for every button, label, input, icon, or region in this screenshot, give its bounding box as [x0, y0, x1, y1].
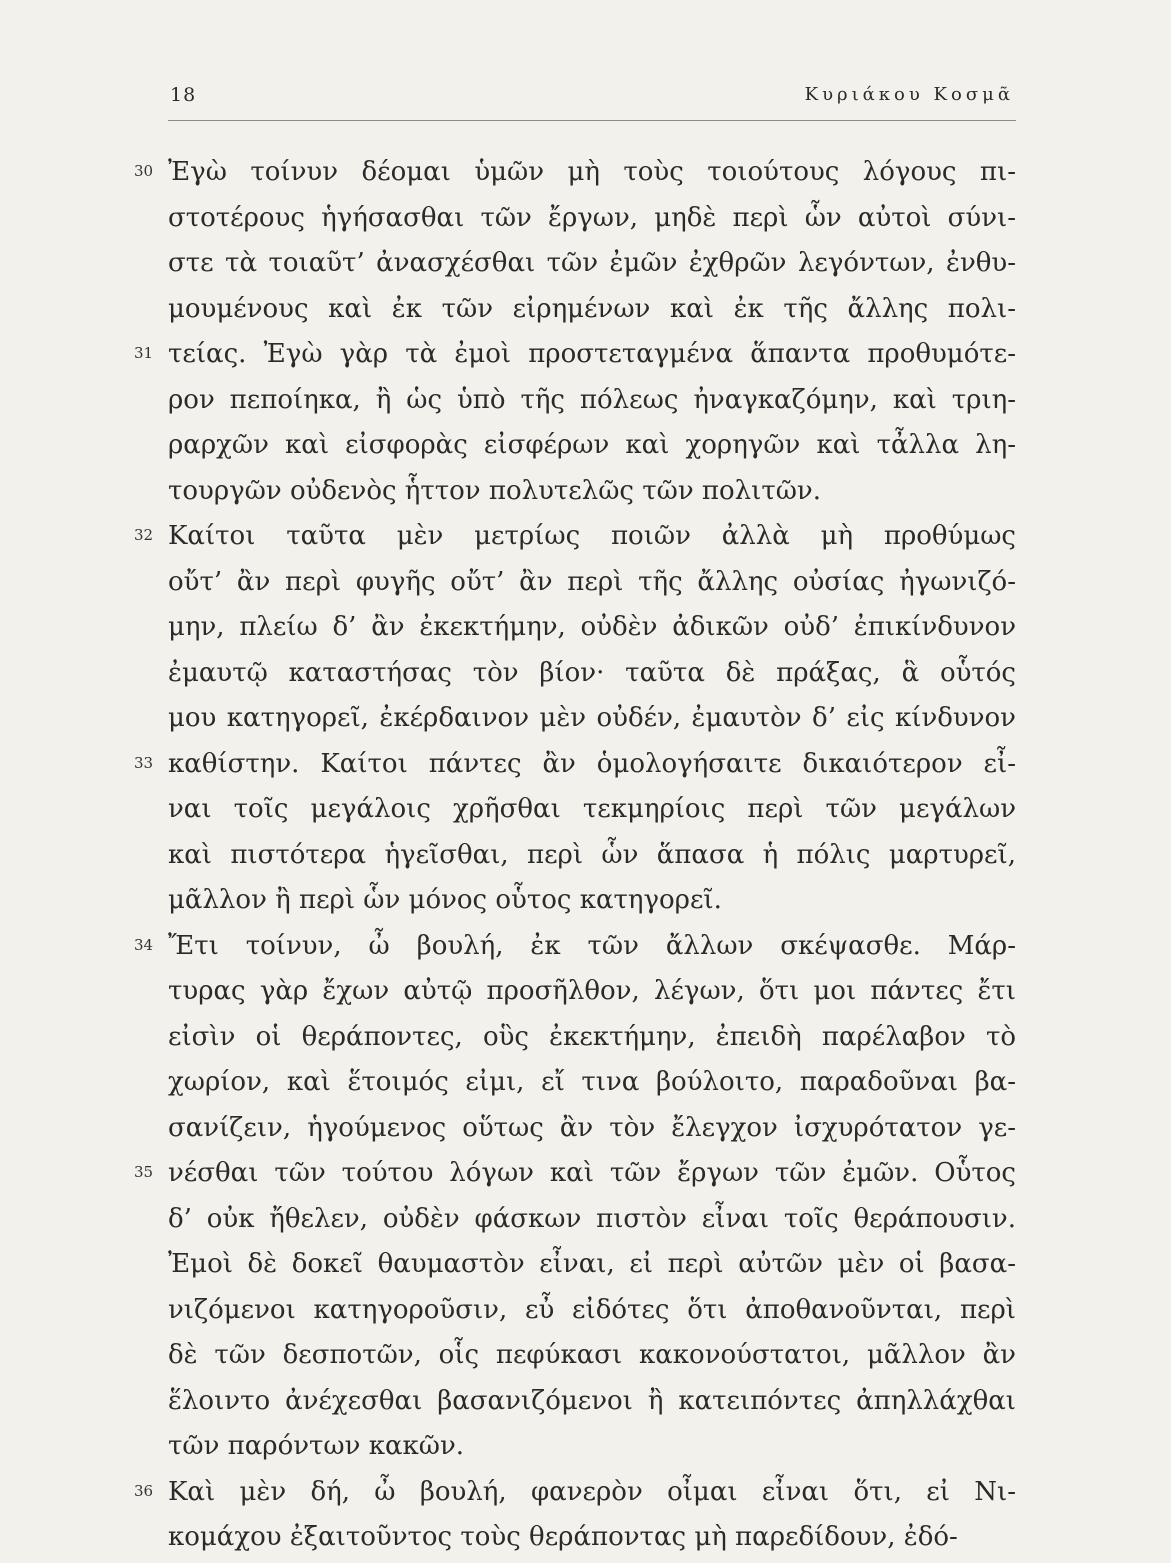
line-text: σανίζειν, ἡγούμενος οὕτως ἂν τὸν ἔλεγχον ἰσχυρότατον γε-	[168, 1112, 1016, 1143]
line-text: μουμένους καὶ ἐκ τῶν εἰρημένων καὶ ἐκ τῆς ἄλλης πολι-	[168, 293, 1016, 324]
section-number: 32	[134, 526, 154, 544]
text-line	[0, 607, 1171, 653]
text-line	[0, 1108, 1171, 1154]
page-number: 18	[170, 84, 197, 106]
text-line	[0, 425, 1171, 471]
line-text: νιζόμενοι κατηγοροῦσιν, εὖ εἰδότες ὅτι ἀποθανοῦνται, περὶ	[168, 1294, 1016, 1325]
text-body	[0, 152, 1171, 1563]
text-line	[0, 1472, 1171, 1518]
text-line	[0, 380, 1171, 426]
line-text: Ἐγὼ τοίνυν δέομαι ὑμῶν μὴ τοὺς τοιούτους λόγους πι-	[168, 157, 1016, 187]
text-line	[0, 334, 1171, 380]
section-number: 36	[134, 1481, 154, 1500]
section-number: 30	[134, 162, 154, 180]
section-number: 31	[134, 344, 154, 362]
line-text: Ἐμοὶ δὲ δοκεῖ θαυμαστὸν εἶναι, εἰ περὶ αὐτῶν μὲν οἱ βασα-	[168, 1249, 1016, 1279]
text-line	[0, 880, 1171, 926]
text-line	[0, 1062, 1171, 1108]
section-number: 35	[134, 1163, 154, 1181]
section-number: 34	[134, 935, 154, 954]
line-text: καθίστην. Καίτοι πάντες ἂν ὁμολογήσαιτε δικαιότερον εἶ-	[168, 748, 1016, 779]
line-text: τῶν παρόντων κακῶν.	[168, 1431, 465, 1461]
text-line	[0, 789, 1171, 835]
line-text: ἐμαυτῷ καταστήσας τὸν βίον· ταῦτα δὲ πράξας, ἃ οὗτός	[168, 657, 1016, 688]
text-line	[0, 1426, 1171, 1472]
text-line	[0, 653, 1171, 699]
line-text: εἰσὶν οἱ θεράποντες, οὓς ἐκεκτήμην, ἐπειδὴ παρέλαβον τὸ	[168, 1021, 1016, 1052]
line-text: Καίτοι ταῦτα μὲν μετρίως ποιῶν ἀλλὰ μὴ προθύμως	[168, 521, 1016, 551]
line-text: ρον πεποίηκα, ἢ ὡς ὑπὸ τῆς πόλεως ἠναγκαζόμην, καὶ τριη-	[168, 384, 1016, 415]
running-head: Κυριάκου Κοσμᾶ	[804, 84, 1014, 105]
line-text: μᾶλλον ἢ περὶ ὧν μόνος οὗτος κατηγορεῖ.	[168, 885, 722, 915]
line-text: Καὶ μὲν δή, ὦ βουλή, φανερὸν οἶμαι εἶναι ὅτι, εἰ Νι-	[168, 1476, 1016, 1507]
text-line	[0, 926, 1171, 972]
page-header	[168, 80, 1016, 121]
text-line	[0, 1244, 1171, 1290]
line-text: Ἔτι τοίνυν, ὦ βουλή, ἐκ τῶν ἄλλων σκέψασθε. Μάρ-	[168, 930, 1016, 961]
line-text: τουργῶν οὐδενὸς ἧττον πολυτελῶς τῶν πολιτῶν.	[168, 475, 821, 506]
line-text: μην, πλείω δ’ ἂν ἐκεκτήμην, οὐδὲν ἀδικῶν οὐδ’ ἐπικίνδυνον	[168, 612, 1016, 642]
text-line	[0, 1153, 1171, 1199]
text-line	[0, 471, 1171, 517]
text-line	[0, 835, 1171, 881]
line-text: καὶ πιστότερα ἡγεῖσθαι, περὶ ὧν ἅπασα ἡ πόλις μαρτυρεῖ,	[168, 839, 1016, 870]
text-line	[0, 1517, 1171, 1563]
line-text: ραρχῶν καὶ εἰσφορὰς εἰσφέρων καὶ χορηγῶν καὶ τἆλλα λη-	[168, 430, 1016, 460]
line-text: ἕλοιντο ἀνέχεσθαι βασανιζόμενοι ἢ κατειπόντες ἀπηλλάχθαι	[168, 1385, 1016, 1416]
text-line	[0, 1381, 1171, 1427]
text-line	[0, 516, 1171, 562]
text-line	[0, 1335, 1171, 1381]
text-line	[0, 1199, 1171, 1245]
line-text: μου κατηγορεῖ, ἐκέρδαινον μὲν οὐδέν, ἐμαυτὸν δ’ εἰς κίνδυνον	[168, 703, 1016, 733]
text-line	[0, 1017, 1171, 1063]
section-number: 33	[134, 753, 154, 772]
text-line	[0, 1290, 1171, 1336]
text-line	[0, 198, 1171, 244]
line-text: χωρίον, καὶ ἕτοιμός εἰμι, εἴ τινα βούλοιτο, παραδοῦναι βα-	[168, 1067, 1016, 1097]
text-line	[0, 971, 1171, 1017]
text-line	[0, 289, 1171, 335]
text-line	[0, 698, 1171, 744]
line-text: οὔτ’ ἂν περὶ φυγῆς οὔτ’ ἂν περὶ τῆς ἄλλης οὐσίας ἠγωνιζό-	[168, 566, 1016, 597]
text-line	[0, 152, 1171, 198]
line-text: δ’ οὐκ ἤθελεν, οὐδὲν φάσκων πιστὸν εἶναι τοῖς θεράπουσιν.	[168, 1203, 1016, 1234]
line-text: στοτέρους ἡγήσασθαι τῶν ἔργων, μηδὲ περὶ ὧν αὐτοὶ σύνι-	[168, 202, 1016, 233]
line-text: νέσθαι τῶν τούτου λόγων καὶ τῶν ἔργων τῶν ἐμῶν. Οὗτος	[168, 1158, 1016, 1188]
line-text: ναι τοῖς μεγάλοις χρῆσθαι τεκμηρίοις περὶ τῶν μεγάλων	[168, 794, 1016, 824]
line-text: δὲ τῶν δεσποτῶν, οἷς πεφύκασι κακονούστατοι, μᾶλλον ἂν	[168, 1340, 1016, 1370]
text-line	[0, 243, 1171, 289]
line-text: κομάχου ἐξαιτοῦντος τοὺς θεράποντας μὴ παρεδίδουν, ἐδό-	[168, 1522, 958, 1552]
text-line	[0, 562, 1171, 608]
line-text: στε τὰ τοιαῦτ’ ἀνασχέσθαι τῶν ἐμῶν ἐχθρῶν λεγόντων, ἐνθυ-	[168, 248, 1016, 278]
line-text: τείας. Ἐγὼ γὰρ τὰ ἐμοὶ προστεταγμένα ἅπαντα προθυμότε-	[168, 339, 1016, 369]
line-text: τυρας γὰρ ἔχων αὐτῷ προσῆλθον, λέγων, ὅτι μοι πάντες ἔτι	[168, 976, 1016, 1006]
text-line	[0, 744, 1171, 790]
